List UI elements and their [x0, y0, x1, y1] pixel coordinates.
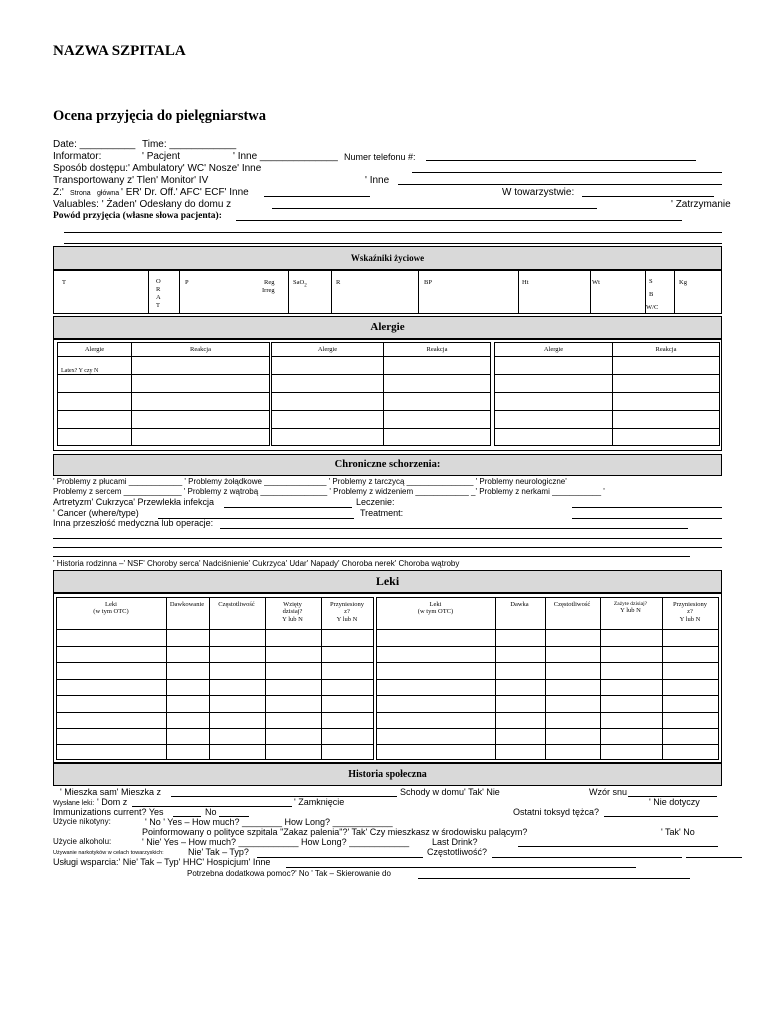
- allergy-cell[interactable]: [495, 429, 613, 446]
- drug-use-label: Używanie narkotyków w celach towarzyskich:: [53, 850, 164, 856]
- reaction-col-header: Reakcja: [426, 346, 448, 353]
- drug-frequency-input[interactable]: [492, 857, 682, 858]
- drug-frequency-extra-input[interactable]: [686, 857, 742, 858]
- med-name-header-right: Leki (w tym OTC): [417, 601, 454, 616]
- med-frequency-header-right: Częstotliwość: [553, 601, 591, 608]
- vitals-sao2-subscript: 2: [304, 283, 307, 289]
- transport-other-input[interactable]: [398, 184, 722, 185]
- treatment-input[interactable]: [572, 518, 722, 519]
- allergy-cell[interactable]: [495, 411, 613, 429]
- latex-question[interactable]: Latex? Y czy N: [61, 368, 99, 374]
- allergy-cell[interactable]: [272, 393, 384, 411]
- allergy-col-header: Alergie: [543, 346, 564, 353]
- vitals-resp-label: R: [336, 279, 341, 286]
- date-field[interactable]: Date: __________: [53, 139, 136, 150]
- allergy-cell[interactable]: [384, 411, 491, 429]
- vitals-reg-option[interactable]: Reg: [264, 279, 275, 286]
- allergy-cell[interactable]: [613, 429, 720, 446]
- phone-label: Numer telefonu #:: [344, 152, 416, 162]
- valuables-input[interactable]: [272, 208, 597, 209]
- informator-pacjent-checkbox[interactable]: ' Pacjent: [142, 151, 181, 162]
- valuables-retained-checkbox[interactable]: ' Zatrzymanie: [671, 199, 731, 210]
- alcohol-label: Użycie alkoholu:: [53, 837, 112, 846]
- admission-reason-line-1[interactable]: [236, 220, 682, 221]
- vitals-pulse-label: P: [185, 279, 189, 286]
- vitals-b-option[interactable]: B: [649, 291, 654, 298]
- medical-history-line-3[interactable]: [53, 547, 722, 548]
- form-title: Ocena przyjęcia do pielęgniarstwa: [53, 108, 267, 124]
- allergy-cell[interactable]: [613, 375, 720, 393]
- accompanied-label: W towarzystwie:: [502, 187, 575, 198]
- immunizations-field[interactable]: Immunizations current? Yes: [53, 807, 164, 817]
- vitals-height-label: Ht: [522, 279, 529, 286]
- allergy-cell[interactable]: [495, 357, 613, 375]
- transported-field[interactable]: Transportowany z' Tlen' Monitor' IV: [53, 175, 209, 186]
- med-frequency-header: Częstotliwość: [218, 601, 255, 608]
- medications-section-header: Leki: [53, 570, 722, 593]
- med-dose-header-right: Dawka: [510, 601, 529, 608]
- phone-input[interactable]: [426, 160, 696, 161]
- reaction-col-header: Reakcja: [655, 346, 677, 353]
- from-other-input[interactable]: [264, 196, 370, 197]
- referral-input[interactable]: [418, 878, 690, 879]
- valuables-field[interactable]: Valuables: ' Żaden' Odesłany do domu z: [53, 199, 232, 210]
- vitals-kg-label: Kg: [679, 279, 687, 286]
- med-taken-today-header: Wzięty dzisiaj? Y lub N: [282, 601, 303, 623]
- accompanied-input[interactable]: [582, 196, 714, 197]
- support-other-input[interactable]: [286, 867, 636, 868]
- allergies-table-2: [271, 342, 491, 446]
- additional-help-field[interactable]: Potrzebna dodatkowa pomoc?' No ' Tak – Skierowanie do: [187, 869, 391, 878]
- vitals-s-option[interactable]: S: [649, 278, 653, 285]
- treatment-label: Treatment:: [360, 508, 404, 518]
- drug-use-options[interactable]: Nie' Tak – Typ?: [188, 847, 249, 857]
- immunizations-no-option[interactable]: No: [205, 807, 217, 817]
- hospital-name: NAZWA SZPITALA: [53, 43, 186, 59]
- vitals-temp-label: T: [62, 279, 66, 286]
- medical-history-line-4[interactable]: [53, 556, 690, 557]
- from-strona-option[interactable]: Strona: [70, 190, 91, 197]
- vitals-irreg-option[interactable]: Irreg: [262, 287, 275, 294]
- from-label: Z:': [53, 187, 64, 198]
- cancer-field[interactable]: ' Cancer (where/type): [53, 508, 139, 518]
- access-method-line[interactable]: [412, 172, 722, 173]
- support-services-field[interactable]: Usługi wsparcia:' Nie' Tak – Typ' HHC' Hospicjum' Inne: [53, 857, 271, 867]
- allergy-cell[interactable]: [132, 411, 270, 429]
- vitals-route-a[interactable]: A: [156, 294, 161, 301]
- allergies-table-1: [57, 342, 270, 446]
- allergy-cell[interactable]: [58, 429, 132, 446]
- nicotine-label: Użycie nikotyny:: [53, 817, 111, 826]
- stairs-field[interactable]: Schody w domu' Tak' Nie: [400, 787, 500, 797]
- vitals-weight-label: Wt: [592, 279, 600, 286]
- allergy-cell[interactable]: [132, 429, 270, 446]
- from-options[interactable]: ' ER' Dr. Off.' AFC' ECF' Inne: [121, 187, 249, 198]
- allergy-cell[interactable]: [384, 375, 491, 393]
- time-field[interactable]: Time: ____________: [142, 139, 237, 150]
- leczenie-label: Leczenie:: [356, 497, 395, 507]
- drug-type-input[interactable]: [257, 857, 423, 858]
- chronic-line-3[interactable]: Artretyzm' Cukrzyca' Przewlekła infekcja: [53, 497, 214, 507]
- drug-frequency-label: Częstotliwość?: [427, 847, 488, 857]
- allergy-cell[interactable]: [132, 375, 270, 393]
- vitals-wc-option[interactable]: W/C: [646, 304, 659, 311]
- vitals-table: [53, 270, 722, 314]
- admission-reason-label: Powód przyjęcia (własne słowa pacjenta):: [53, 211, 222, 221]
- chronic-line-1[interactable]: ' Problemy z płucami ____________ ' Problemy żołądkowe ______________ ' Problemy z tarczycą _______________ ' Problemy neurologiczne': [53, 477, 567, 486]
- allergy-cell[interactable]: [495, 393, 613, 411]
- family-history-field[interactable]: ' Historia rodzinna –' NSF' Choroby serca' Nadciśnienie' Cukrzyca' Udar' Napady' Choroba nerek' Choroba wątroby: [53, 559, 460, 568]
- not-applicable-option[interactable]: ' Nie dotyczy: [649, 797, 700, 807]
- allergy-cell[interactable]: [613, 411, 720, 429]
- vitals-route-r[interactable]: R: [156, 286, 161, 293]
- allergies-section-header: Alergie: [53, 316, 722, 339]
- admission-reason-line-3[interactable]: [64, 243, 722, 244]
- medical-history-label: Inna przeszłość medyczna lub operacje:: [53, 518, 214, 528]
- medical-history-line-2[interactable]: [53, 538, 722, 539]
- from-glowna-option[interactable]: główna: [97, 190, 120, 197]
- allergy-cell[interactable]: [272, 375, 384, 393]
- medical-history-input[interactable]: [220, 528, 688, 529]
- allergy-cell[interactable]: [613, 393, 720, 411]
- allergy-cell[interactable]: [272, 429, 384, 446]
- smoking-policy-field[interactable]: Poinformowany o polityce szpitala "Zakaz palenia"?' Tak' Czy mieszkasz w środowisku palącym?: [142, 827, 528, 837]
- smoking-env-options[interactable]: ' Tak' No: [661, 827, 695, 837]
- allergy-cell[interactable]: [384, 357, 491, 375]
- allergy-cell[interactable]: [272, 411, 384, 429]
- allergy-cell[interactable]: [58, 411, 132, 429]
- access-method-field[interactable]: Sposób dostępu:' Ambulatory' WC' Nosze' Inne: [53, 163, 262, 174]
- transport-other-checkbox[interactable]: ' Inne: [365, 175, 390, 186]
- tetanus-label: Ostatni toksyd tężca?: [513, 807, 600, 817]
- alcohol-options[interactable]: ' Nie' Yes – How much? ____________ How Long? ____________: [142, 837, 410, 847]
- leczenie-input[interactable]: [572, 507, 722, 508]
- lives-with-input[interactable]: [171, 796, 397, 797]
- social-section-header: Historia społeczna: [53, 763, 722, 786]
- tetanus-input[interactable]: [604, 816, 718, 817]
- med-brought-header: Przyniesiony z? Y lub N: [330, 601, 364, 623]
- vitals-route-o[interactable]: O: [156, 278, 161, 285]
- vitals-section-header: Wskaźniki życiowe: [53, 246, 722, 270]
- vitals-bp-label: BP: [424, 279, 432, 286]
- med-taken-today-header-right: Zażyte dzisiaj? Y lub N: [613, 601, 648, 615]
- med-name-header: Leki (w tym OTC): [93, 601, 129, 616]
- med-dosage-header: Dawkowanie: [169, 601, 205, 608]
- allergies-table-3: [494, 342, 720, 446]
- informator-inne-checkbox[interactable]: ' Inne ______________: [233, 151, 338, 162]
- meds-sent-home-option[interactable]: ' Dom z: [97, 797, 128, 807]
- meds-locked-option[interactable]: ' Zamknięcie: [294, 797, 345, 807]
- last-drink-label: Last Drink?: [432, 837, 478, 847]
- chronic-infection-input[interactable]: [224, 507, 352, 508]
- allergy-cell[interactable]: [384, 393, 491, 411]
- chronic-line-2[interactable]: Problemy z sercem _____________ ' Problemy z wątrobą _______________ ' Problemy z widzeniem ____________ _' Problemy z nerkami ___________ ': [53, 487, 605, 496]
- allergy-cell[interactable]: [495, 375, 613, 393]
- nicotine-options[interactable]: ' No ' Yes – How much? ________ How Long? ____________: [145, 817, 393, 827]
- allergy-cell[interactable]: [132, 393, 270, 411]
- vitals-route-t[interactable]: T: [156, 302, 160, 309]
- allergy-cell[interactable]: [132, 357, 270, 375]
- informator-label: Informator:: [53, 151, 102, 162]
- meds-sent-label: Wysłane leki:: [53, 800, 95, 807]
- med-brought-header-right: Przyniesiony z? Y lub N: [673, 601, 707, 623]
- allergy-cell[interactable]: [272, 357, 384, 375]
- vitals-sao2-label: SaO$_2$: [293, 279, 307, 289]
- allergy-cell[interactable]: [613, 357, 720, 375]
- allergy-col-header: Alergie: [317, 346, 338, 353]
- lives-field[interactable]: ' Mieszka sam' Mieszka z: [60, 787, 161, 797]
- reaction-col-header: Reakcja: [190, 346, 211, 353]
- allergy-col-header: Alergie: [84, 346, 105, 353]
- sleep-pattern-label: Wzór snu: [589, 787, 628, 797]
- allergy-cell[interactable]: [58, 375, 132, 393]
- allergy-cell[interactable]: [58, 393, 132, 411]
- last-drink-input[interactable]: [518, 846, 718, 847]
- admission-reason-line-2[interactable]: [64, 232, 722, 233]
- chronic-section-header: Chroniczne schorzenia:: [53, 454, 722, 476]
- allergy-cell[interactable]: [384, 429, 491, 446]
